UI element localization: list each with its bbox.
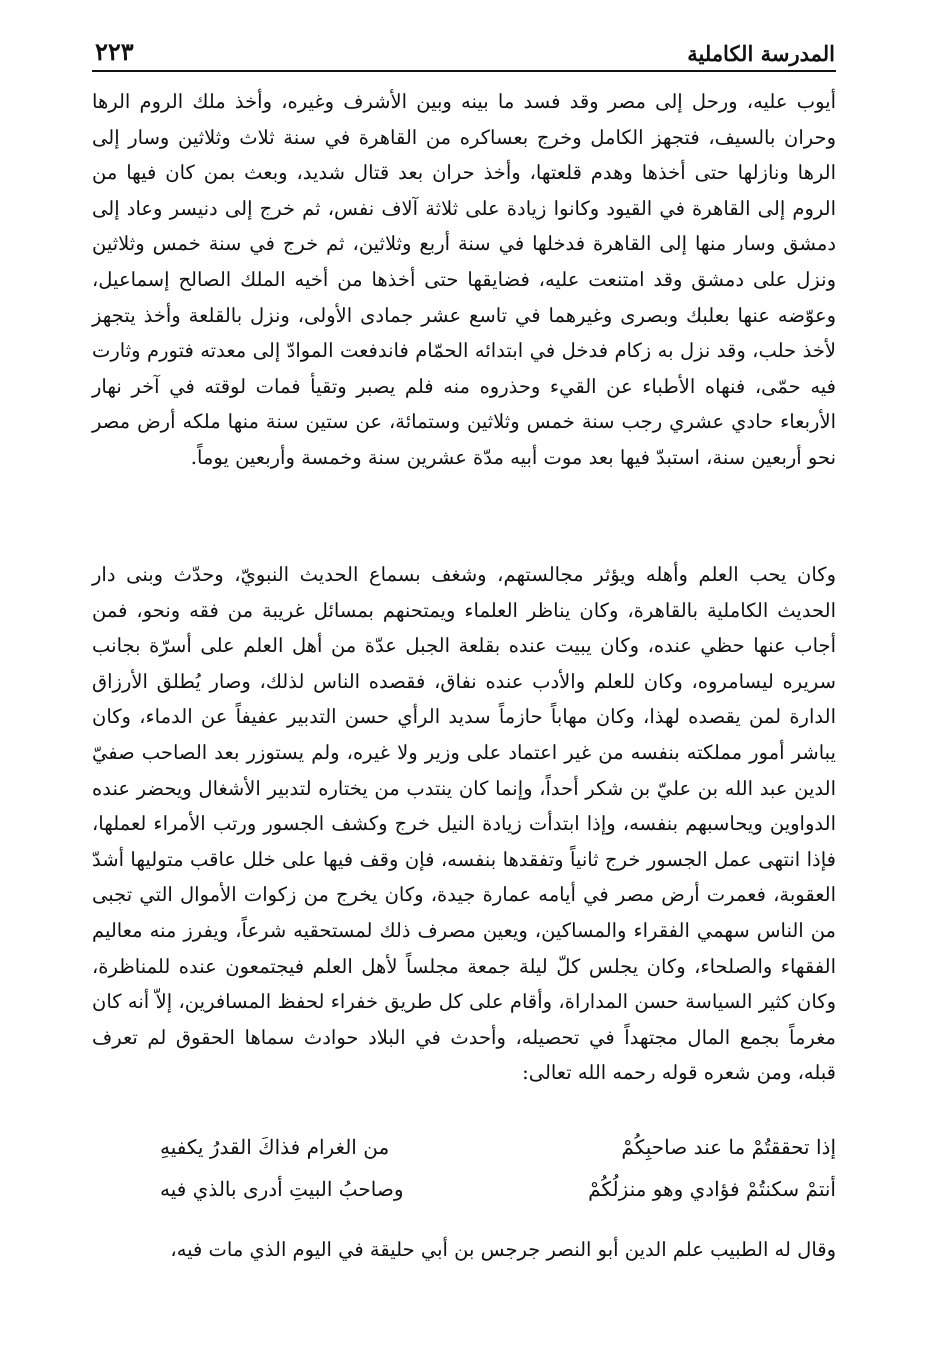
verse-2-first-hemistich: أنتمْ سكنتُمْ فؤادي وهو منزلُكُمْ [588,1177,836,1201]
poem-verse-1 [160,1129,836,1165]
verse-1-second-hemistich: من الغرام فذاكَ القدرُ يكفيهِ [160,1135,390,1159]
page-number: ٢٢٣ [95,37,134,66]
paragraph-2: وكان يحب العلم وأهله ويؤثر مجالستهم، وشغف بسماع الحديث النبويّ، وحدّث وبنى دار الحديث الكاملية بالقاهرة، وكان يناظر العلماء ويمتحنهم بمسائل غريبة من فقه ونحو، فمن أجاب عنها حظي عنده، وكان يبيت عنده بقلعة الجبل عدّة من أهل العلم على أسرّة بجانب سريره ليسامروه، وكان للعلم والأدب عنده نفاق، فقصده الناس لذلك، وصار يُطلق الأرزاق الدارة لمن يقصده لهذا، وكان مهاباً حازماً سديد الرأي حسن التدبير عفيفاً عن الدماء، وكان يباشر أمور مملكته بنفسه من غير اعتماد على وزير ولا غيره، ولم يستوزر بعد الصاحب صفيّ الدين عبد الله بن عليّ بن شكر أحداً، وإنما كان ينتدب من يختاره لتدبير الأشغال ويحضر عنده الدواوين ويحاسبهم بنفسه، وإذا ابتدأت زيادة النيل خرج وكشف الجسور ورتب الأمراء لعملها، فإذا انتهى عمل الجسور خرج ثانياً وتفقدها بنفسه، فإن وقف فيها على خلل عاقب متوليها أشدّ العقوبة، فعمرت أرض مصر في أيامه عمارة جيدة، وكان يخرج من زكوات الأموال التي تجبى من الناس سهمي الفقراء والمساكين، ويعين مصرف ذلك لمستحقيه شرعاً، ويفرز منه معاليم الفقهاء والصلحاء، وكان يجلس كلّ ليلة جمعة مجلساً لأهل العلم فيجتمعون عنده للمناظرة، وكان كثير السياسة حسن المداراة، وأقام على كل طريق خفراء لحفظ المسافرين، إلاّ أنه كان مغرماً بجمع المال مجتهداً في تحصيله، وأحدث في البلاد حوادث سماها الحقوق لم تعرف قبله، ومن شعره قوله رحمه الله تعالى: [92,563,836,1085]
page-header [95,22,835,66]
running-header-title: المدرسة الكاملية [687,41,835,66]
verse-1-first-hemistich: إذا تحققتُمْ ما عند صاحبِكُمْ [621,1135,836,1159]
paragraph-1: أيوب عليه، ورحل إلى مصر وقد فسد ما بينه وبين الأشرف وغيره، وأخذ ملك الروم الرها وحران بالسيف، فتجهز الكامل وخرج بعساكره من القاهرة في سنة ثلاث وثلاثين وسار إلى الرها ونازلها حتى أخذها وهدم قلعتها، وأخذ حران بعد قتال شديد، وبعث بمن كان فيها من الروم إلى القاهرة في القيود وكانوا زيادة على ثلاثة آلاف نفس، ثم خرج إلى دنيسر وعاد إلى دمشق وسار منها إلى القاهرة فدخلها في سنة أربع وثلاثين، ثم خرج في سنة خمس وثلاثين ونزل على دمشق وقد امتنعت عليه، فضايقها حتى أخذها من أخيه الملك الصالح إسماعيل، وعوّضه عنها بعلبك وبصرى وغيرهما في تاسع عشر جمادى الأولى، ونزل بالقلعة وأخذ يتجهز لأخذ حلب، وقد نزل به زكام فدخل في ابتدائه الحمّام فاندفعت الموادّ إلى معدته فتورم وثارت فيه حمّى، فنهاه الأطباء عن القيء وحذروه منه فلم يصبر وتقيأ فمات لوقته في آخر نهار الأربعاء حادي عشري رجب سنة خمس وثلاثين وستمائة، عن ستين سنة منها ملكه أرض مصر نحو أربعين سنة، استبدّ فيها بعد موت أبيه مدّة عشرين سنة وخمسة وأربعين يوماً. [92,90,836,469]
verse-2-second-hemistich: وصاحبُ البيتِ أدرى بالذي فيه [160,1177,404,1201]
paragraph-3: وقال له الطبيب علم الدين أبو النصر جرجس بن أبي حليقة في اليوم الذي مات فيه، [170,1238,836,1261]
header-divider [92,70,836,72]
poem-verse-2 [160,1171,836,1207]
